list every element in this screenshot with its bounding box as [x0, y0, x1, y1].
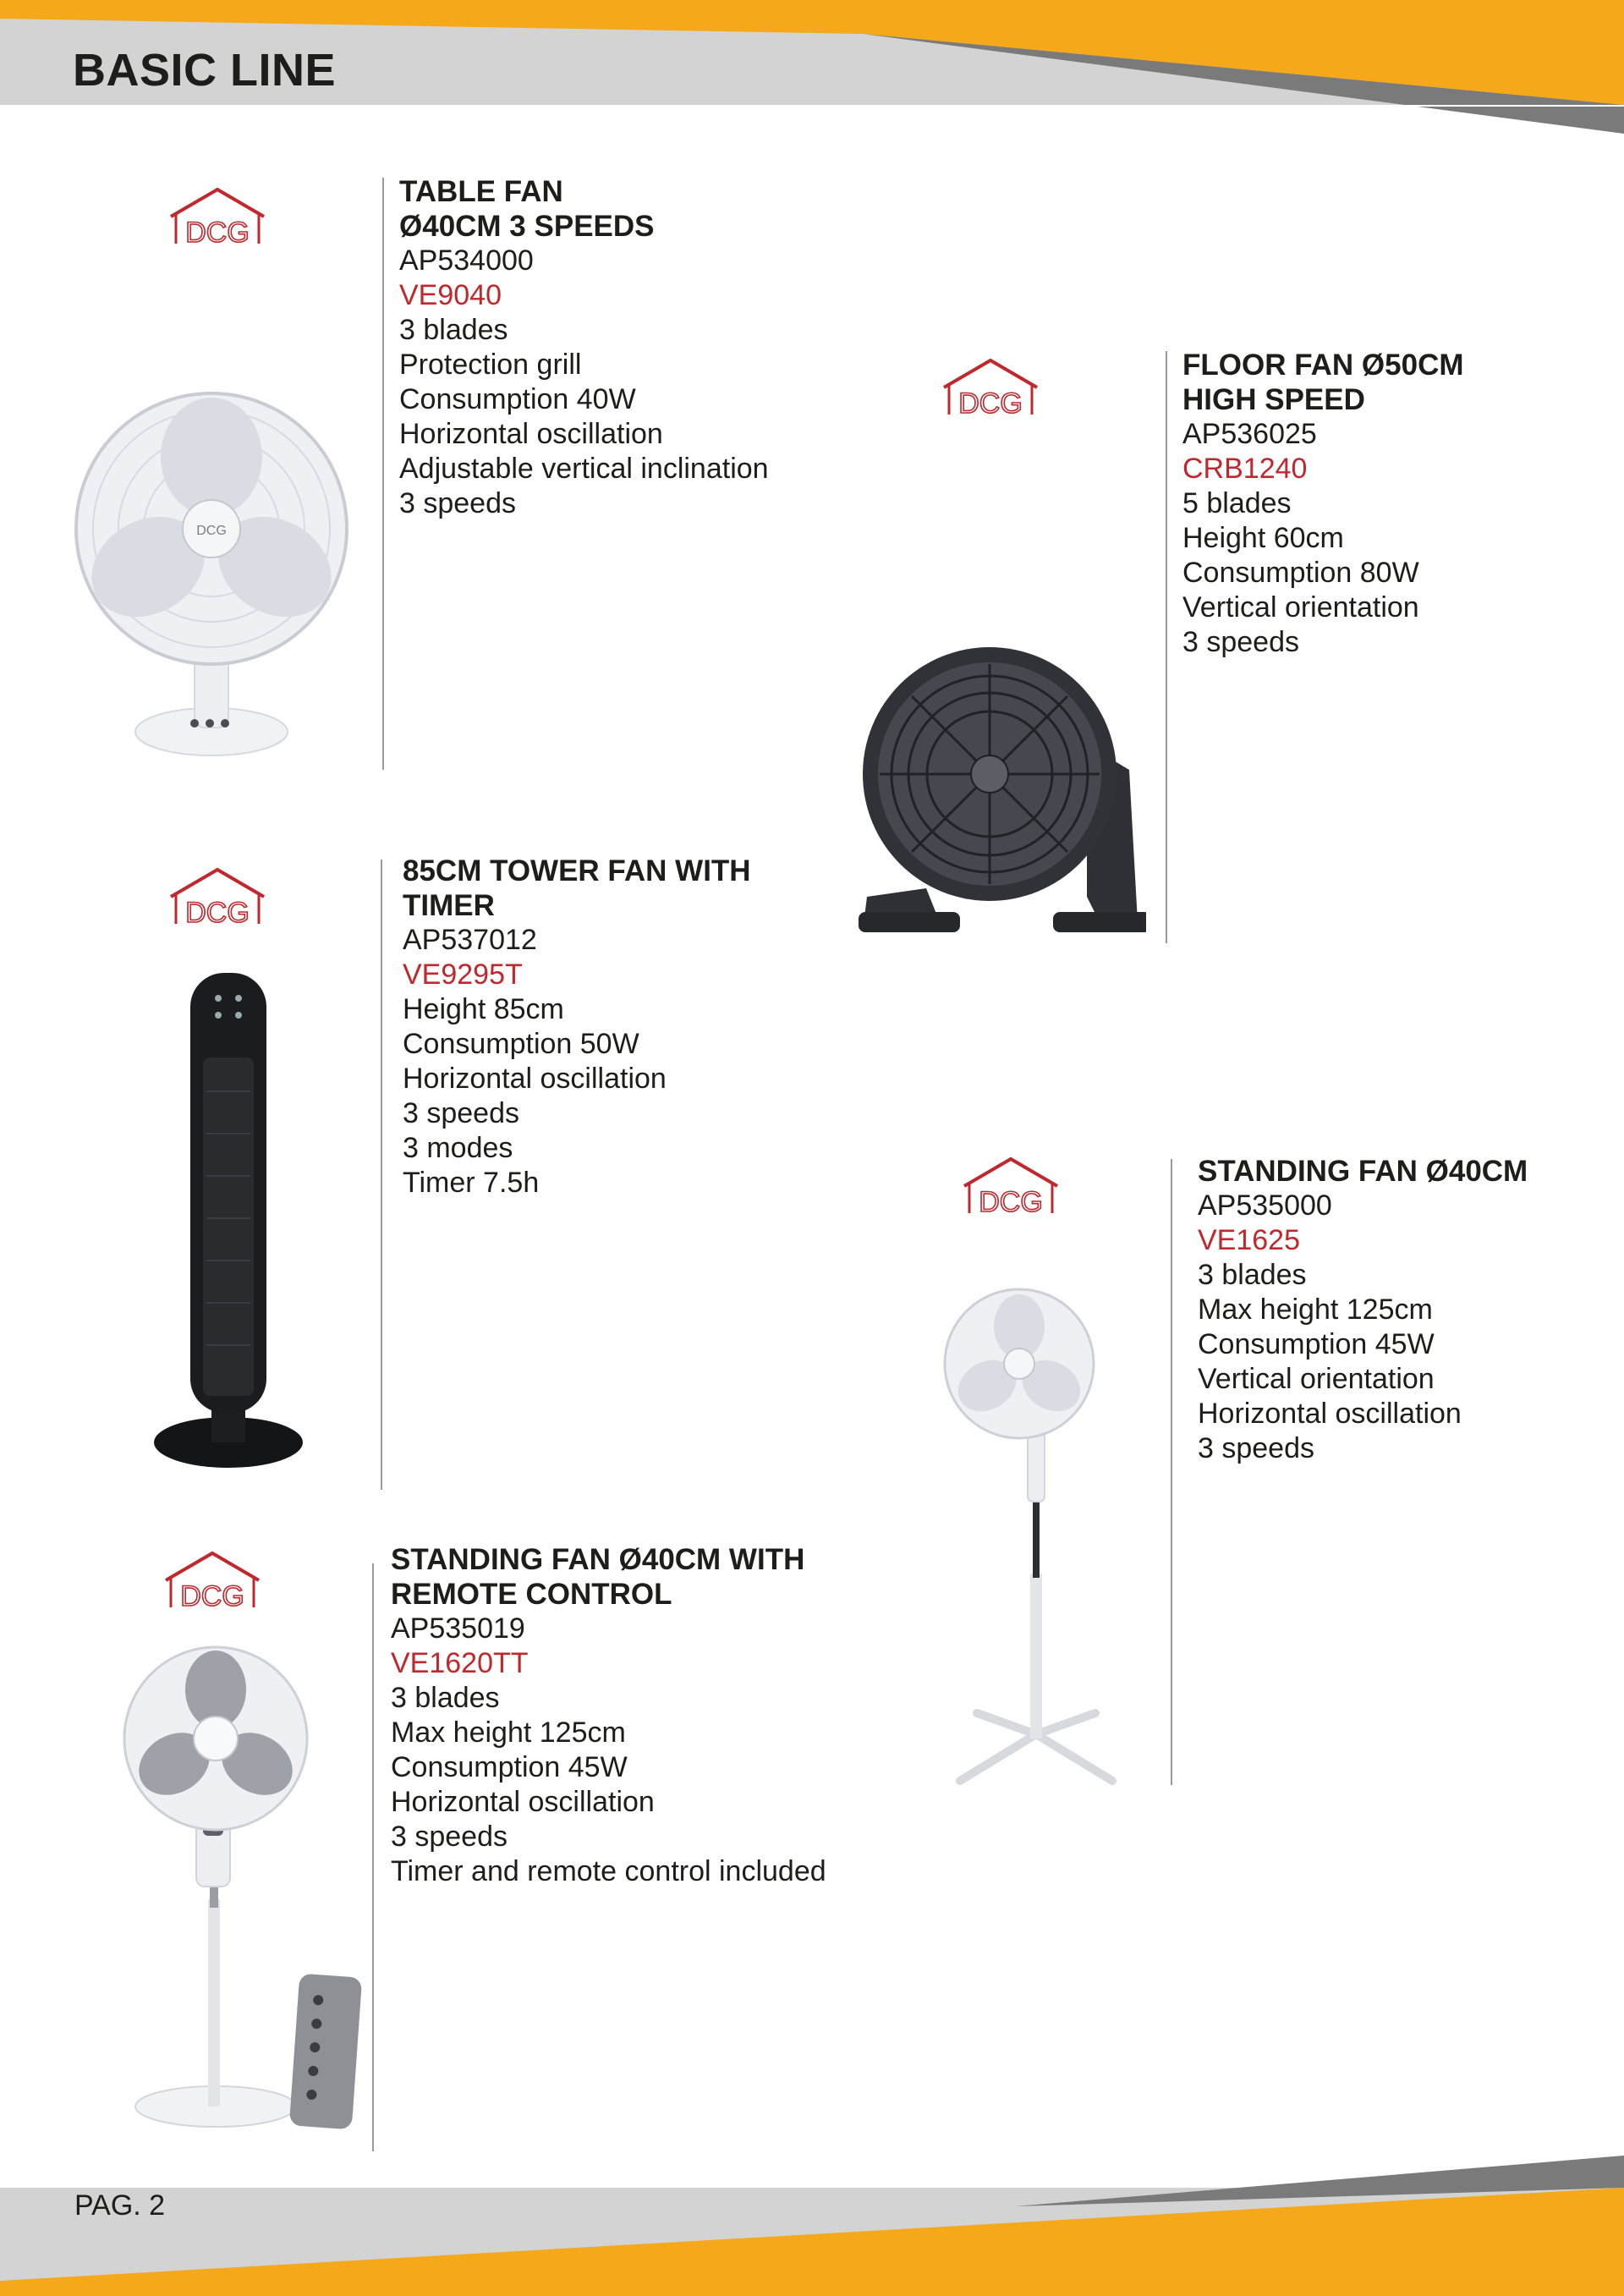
product-name: REMOTE CONTROL [391, 1578, 672, 1611]
feature-item: Max height 125cm [1198, 1294, 1433, 1326]
product-code: AP534000 [399, 244, 534, 277]
dcg-logo-text: DCG [958, 387, 1023, 420]
feature-item: Timer and remote control included [391, 1855, 826, 1887]
feature-item: Horizontal oscillation [403, 1063, 667, 1095]
product-name: 85CM TOWER FAN WITH [403, 854, 751, 887]
product-standing-fan [1198, 1154, 1528, 1466]
feature-item: 3 speeds [1198, 1432, 1314, 1464]
feature-item: Adjustable vertical inclination [399, 453, 769, 485]
remote-standing-fan-photo [118, 1645, 372, 2132]
standing-fan-photo [943, 1286, 1138, 1793]
product-code: AP535000 [1198, 1189, 1332, 1222]
dcg-logo [959, 1154, 1062, 1220]
feature-list [403, 992, 751, 1200]
product-floor-fan [1182, 348, 1464, 660]
remote-control [289, 1974, 362, 2130]
product-name: STANDING FAN Ø40CM [1198, 1155, 1528, 1188]
product-code: AP536025 [1182, 418, 1317, 450]
divider-line [381, 860, 382, 1490]
product-ref: VE9295T [403, 958, 523, 991]
feature-item: Vertical orientation [1182, 591, 1419, 623]
divider-line [1171, 1159, 1172, 1785]
feature-item: 3 speeds [399, 487, 516, 519]
feature-item: 3 blades [1198, 1259, 1307, 1291]
divider-line [372, 1563, 374, 2151]
feature-item: 3 speeds [403, 1097, 519, 1129]
feature-item: Height 60cm [1182, 522, 1344, 554]
table-fan-photo [68, 389, 355, 770]
fan-hub-logo: DCG [196, 524, 227, 538]
feature-item: Max height 125cm [391, 1717, 626, 1749]
product-ref: VE1620TT [391, 1647, 529, 1679]
feature-item: Consumption 45W [391, 1751, 628, 1783]
feature-item: Consumption 80W [1182, 557, 1419, 589]
feature-item: Horizontal oscillation [391, 1786, 655, 1818]
feature-item: Consumption 40W [399, 383, 636, 415]
footer-band [0, 2156, 1624, 2296]
feature-list [391, 1681, 826, 1889]
feature-item: Height 85cm [403, 993, 564, 1025]
feature-item: 3 blades [399, 314, 508, 346]
product-name: FLOOR FAN Ø50CM [1182, 349, 1464, 382]
dcg-logo-text: DCG [979, 1186, 1043, 1218]
product-code: AP537012 [403, 924, 537, 956]
product-ref: VE1625 [1198, 1224, 1300, 1256]
dcg-logo-text: DCG [185, 217, 250, 249]
product-code: AP535019 [391, 1612, 525, 1645]
divider-line [1166, 351, 1167, 943]
floor-fan-photo [859, 643, 1146, 948]
feature-item: 3 modes [403, 1132, 513, 1164]
feature-list [1182, 486, 1464, 660]
feature-list [399, 313, 769, 521]
product-ref: VE9040 [399, 279, 502, 311]
product-ref: CRB1240 [1182, 453, 1308, 485]
page-title: BASIC LINE [73, 45, 337, 96]
feature-item: 3 speeds [1182, 626, 1299, 658]
feature-item: 3 blades [391, 1682, 500, 1714]
tower-fan-photo [152, 964, 304, 1472]
product-remote-standing-fan [391, 1542, 826, 1889]
feature-item: Horizontal oscillation [399, 418, 663, 450]
feature-item: Consumption 45W [1198, 1328, 1435, 1360]
page-number: PAG. 2 [74, 2189, 166, 2222]
feature-item: Consumption 50W [403, 1028, 639, 1060]
feature-item: Vertical orientation [1198, 1363, 1435, 1395]
product-name: TABLE FAN [399, 175, 563, 208]
feature-list [1198, 1258, 1528, 1466]
dcg-logo-text: DCG [180, 1580, 244, 1612]
divider-line [382, 178, 384, 770]
feature-item: 3 speeds [391, 1821, 508, 1853]
dcg-logo-text: DCG [185, 897, 250, 929]
product-name: TIMER [403, 889, 495, 922]
dcg-logo [166, 865, 269, 931]
product-tower-fan [403, 854, 751, 1200]
feature-item: Timer 7.5h [403, 1167, 540, 1199]
product-name: STANDING FAN Ø40CM WITH [391, 1543, 805, 1576]
feature-item: Horizontal oscillation [1198, 1398, 1462, 1430]
feature-item: Protection grill [399, 349, 582, 381]
dcg-logo [166, 184, 269, 250]
product-table-fan [399, 174, 769, 521]
product-name: Ø40CM 3 SPEEDS [399, 210, 655, 243]
dcg-logo [161, 1548, 264, 1614]
feature-item: 5 blades [1182, 487, 1292, 519]
dcg-logo [939, 355, 1042, 421]
product-name: HIGH SPEED [1182, 383, 1365, 416]
